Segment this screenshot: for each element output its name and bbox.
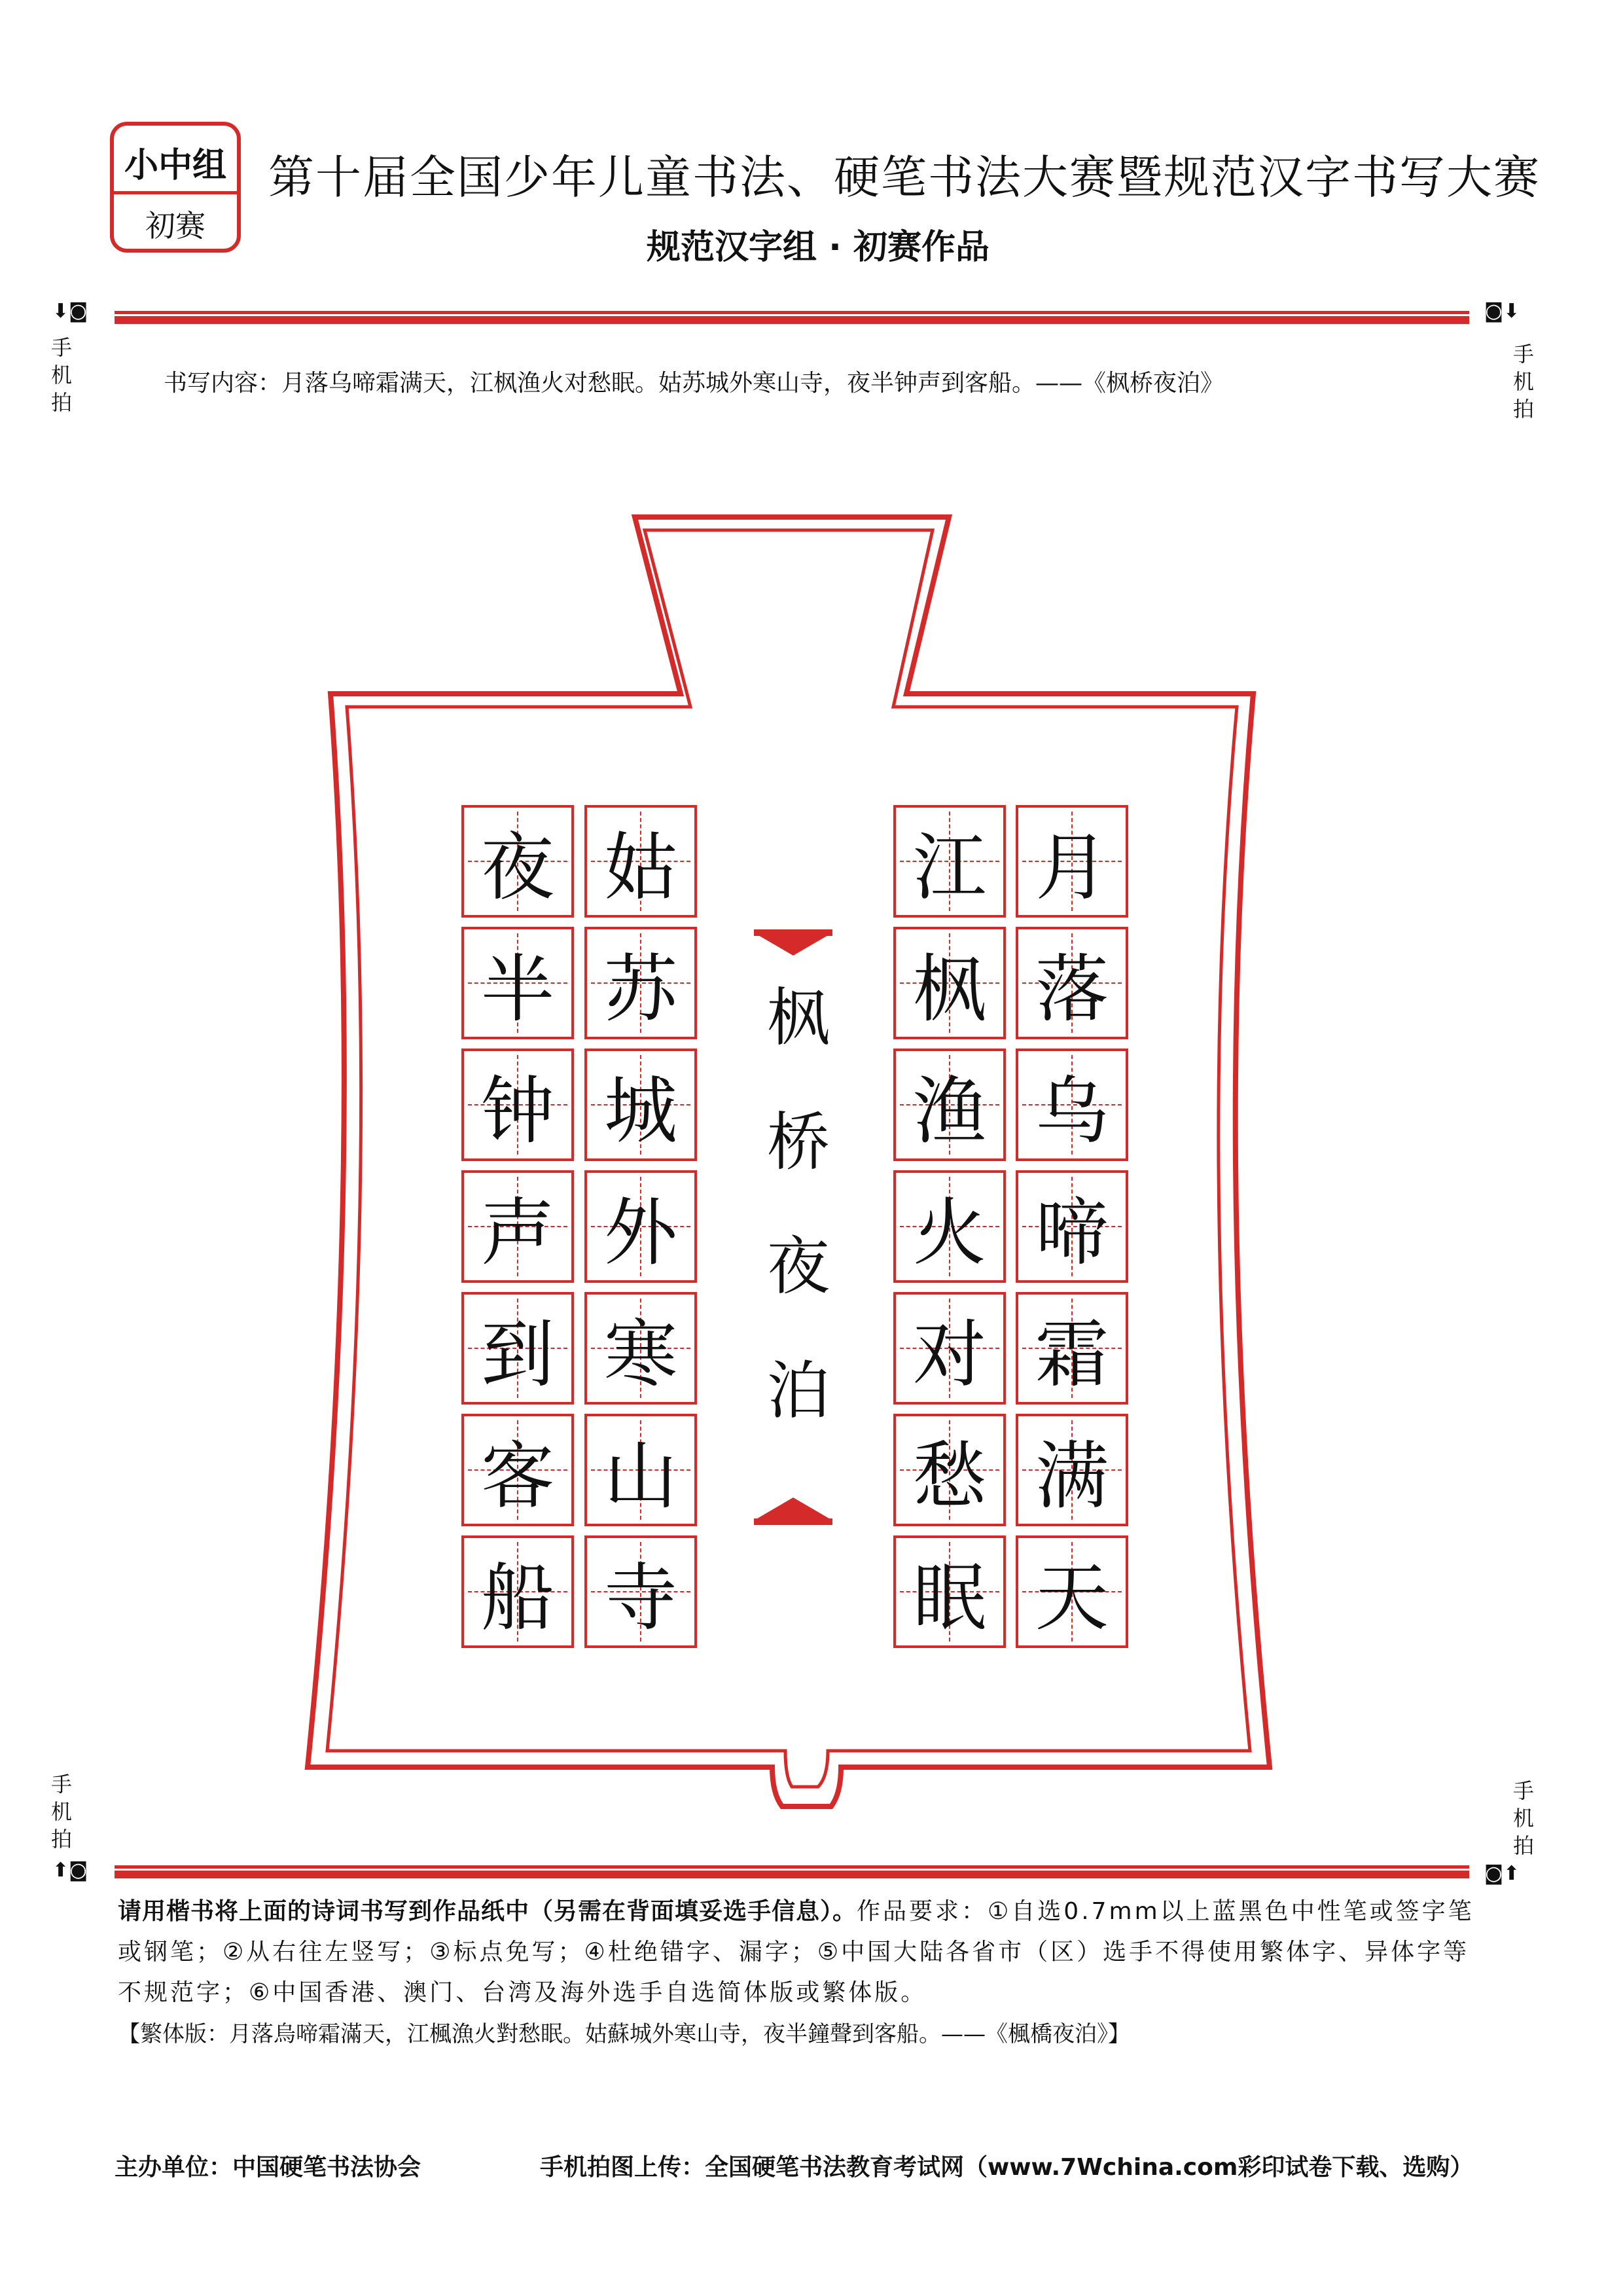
grid-cell: 寺	[584, 1535, 697, 1648]
group-badge-top: 小中组	[114, 132, 237, 194]
poem-column-2	[893, 805, 1006, 1657]
grid-cell: 山	[584, 1414, 697, 1526]
grid-cell: 霜	[1016, 1292, 1128, 1405]
poem-title-char: 夜	[767, 1230, 830, 1303]
group-badge	[110, 122, 241, 253]
bottom-divider	[115, 1865, 1469, 1878]
grid-cell: 苏	[584, 927, 697, 1039]
poem-title-char: 泊	[767, 1354, 830, 1427]
grid-cell: 月	[1016, 805, 1128, 918]
requirements-text	[118, 1892, 1479, 2013]
grid-cell: 眠	[893, 1535, 1006, 1648]
grid-cell: 渔	[893, 1049, 1006, 1161]
grid-cell: 夜	[461, 805, 574, 918]
camera-up-icon-left: ⬆◙	[52, 1859, 88, 1882]
photo-label-top-right: 手 机 拍	[1512, 342, 1534, 422]
poem-title-char: 枫	[767, 981, 830, 1054]
camera-down-icon-left: ⬇◙	[52, 300, 88, 323]
grid-cell: 江	[893, 805, 1006, 918]
camera-down-icon-right: ◙⬇	[1484, 300, 1520, 323]
grid-cell: 满	[1016, 1414, 1128, 1526]
poem-column-4	[461, 805, 574, 1657]
grid-cell: 钟	[461, 1049, 574, 1161]
writing-content-text: 月落乌啼霜满天，江枫渔火对愁眠。姑苏城外寒山寺，夜半钟声到客船。——《枫桥夜泊》	[281, 370, 1224, 397]
grid-cell: 愁	[893, 1414, 1006, 1526]
grid-cell: 声	[461, 1170, 574, 1283]
grid-cell: 对	[893, 1292, 1006, 1405]
grid-cell: 到	[461, 1292, 574, 1405]
poem-column-3	[584, 805, 697, 1657]
poem-column-1	[1016, 805, 1128, 1657]
group-badge-bottom: 初赛	[145, 208, 205, 243]
photo-label-bottom-right: 手 机 拍	[1512, 1778, 1534, 1858]
traditional-version: 【繁体版：月落烏啼霜滿天，江楓漁火對愁眠。姑蘇城外寒山寺，夜半鐘聲到客船。——《楓橋夜泊》】	[118, 2021, 1130, 2047]
writing-content	[164, 365, 1374, 398]
grid-cell: 客	[461, 1414, 574, 1526]
grid-cell: 姑	[584, 805, 697, 918]
page-title: 第十届全国少年儿童书法、硬笔书法大赛暨规范汉字书写大赛	[268, 151, 1541, 204]
grid-cell: 寒	[584, 1292, 697, 1405]
photo-label-top-left: 手 机 拍	[50, 335, 72, 415]
photo-label-bottom-left: 手 机 拍	[50, 1772, 72, 1852]
upload-info: 手机拍图上传：全国硬笔书法教育考试网（www.7Wchina.com彩印试卷下载、选购）	[540, 2154, 1474, 2181]
grid-cell: 火	[893, 1170, 1006, 1283]
grid-cell: 啼	[1016, 1170, 1128, 1283]
grid-cell: 乌	[1016, 1049, 1128, 1161]
camera-up-icon-right: ◙⬆	[1484, 1862, 1520, 1885]
grid-cell: 枫	[893, 927, 1006, 1039]
grid-cell: 外	[584, 1170, 697, 1283]
writing-content-label: 书写内容：	[164, 370, 282, 397]
requirements-body: 作品要求：①自选0.7mm以上蓝黑色中性笔或签字笔或钢笔；②从右往左竖写；③标点免写；④杜绝错字、漏字；⑤中国大陆各省市（区）选手不得使用繁体字、异体字等不规范字；⑥中国香港、澳门、台湾及海外选手自选简体版或繁体版。	[118, 1898, 1474, 2006]
page-subtitle: 规范汉字组 · 初赛作品	[647, 228, 990, 267]
poem-title	[753, 956, 844, 1453]
grid-cell: 天	[1016, 1535, 1128, 1648]
grid-cell: 船	[461, 1535, 574, 1648]
organizer: 主办单位：中国硬笔书法协会	[115, 2154, 421, 2181]
grid-cell: 城	[584, 1049, 697, 1161]
grid-cell: 半	[461, 927, 574, 1039]
top-divider	[115, 311, 1469, 324]
grid-cell: 落	[1016, 927, 1128, 1039]
poem-title-char: 桥	[767, 1105, 830, 1179]
requirements-lead: 请用楷书将上面的诗词书写到作品纸中（另需在背面填妥选手信息）。	[118, 1898, 857, 1925]
